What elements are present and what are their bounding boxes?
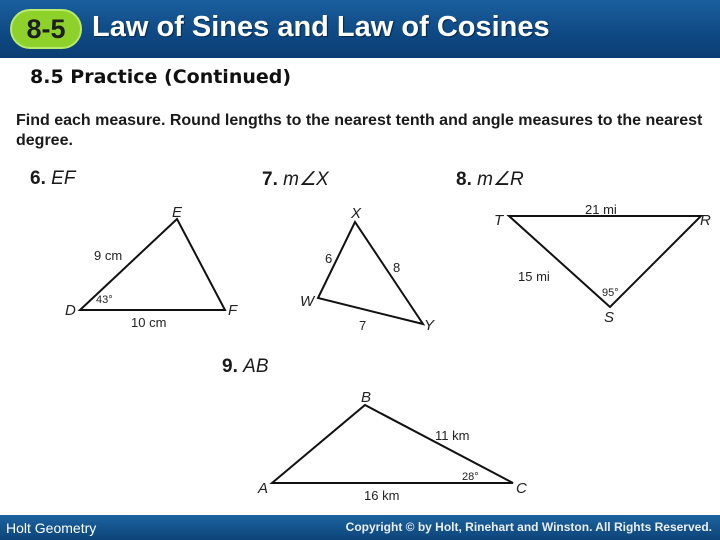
footer-book-title: Holt Geometry (6, 520, 97, 536)
footer-bar (0, 515, 720, 540)
side-xy-label: 8 (393, 260, 401, 275)
side-bc-label: 11 km (435, 428, 470, 443)
side-ac-label: 16 km (364, 488, 400, 503)
vertex-c-label: C (516, 480, 527, 497)
vertex-a-label: A (258, 480, 269, 497)
side-df-label: 10 cm (131, 315, 167, 330)
angle-s-label: 95° (602, 287, 619, 299)
side-wy-label: 7 (359, 318, 367, 333)
problem-7-target: m∠X (283, 169, 329, 190)
problem-6-target: EF (51, 168, 76, 189)
vertex-r-label: R (700, 212, 711, 229)
footer-copyright: Copyright © by Holt, Rinehart and Winston. All Rights Reserved. (345, 520, 712, 534)
vertex-d-label: D (65, 302, 76, 319)
vertex-t-label: T (494, 212, 504, 229)
triangle-def (65, 204, 238, 330)
problem-8-target: m∠R (477, 169, 524, 190)
side-de-label: 9 cm (94, 248, 123, 263)
triangle-xwy (300, 205, 435, 334)
problem-6-number: 6. (30, 168, 46, 189)
vertex-b-label: B (361, 389, 372, 406)
lesson-number: 8-5 (26, 14, 66, 44)
problem-8-number: 8. (456, 169, 472, 190)
side-tr-label: 21 mi (585, 202, 617, 217)
vertex-y-label: Y (424, 317, 435, 334)
triangle-xwy-outline (318, 222, 423, 324)
triangle-trs (494, 202, 711, 326)
vertex-w-label: W (300, 293, 315, 310)
angle-d-label: 43° (96, 294, 113, 306)
vertex-s-label: S (604, 309, 615, 326)
triangle-abc (257, 389, 527, 503)
vertex-x-label: X (351, 205, 362, 222)
side-xw-label: 6 (325, 251, 333, 266)
problem-9-target: AB (243, 356, 269, 377)
vertex-e-label: E (172, 204, 183, 221)
side-ts-label: 15 mi (518, 269, 550, 284)
angle-c-label: 28° (462, 471, 479, 483)
directions-text: Find each measure. Round lengths to the nearest tenth and angle measures to the nearest degree. (16, 112, 703, 149)
page-subtitle: 8.5 Practice (Continued) (30, 66, 292, 88)
problem-9-number: 9. (222, 356, 238, 377)
vertex-f-label: F (228, 302, 238, 319)
lesson-title: Law of Sines and Law of Cosines (92, 11, 550, 43)
problem-7-number: 7. (262, 169, 278, 190)
